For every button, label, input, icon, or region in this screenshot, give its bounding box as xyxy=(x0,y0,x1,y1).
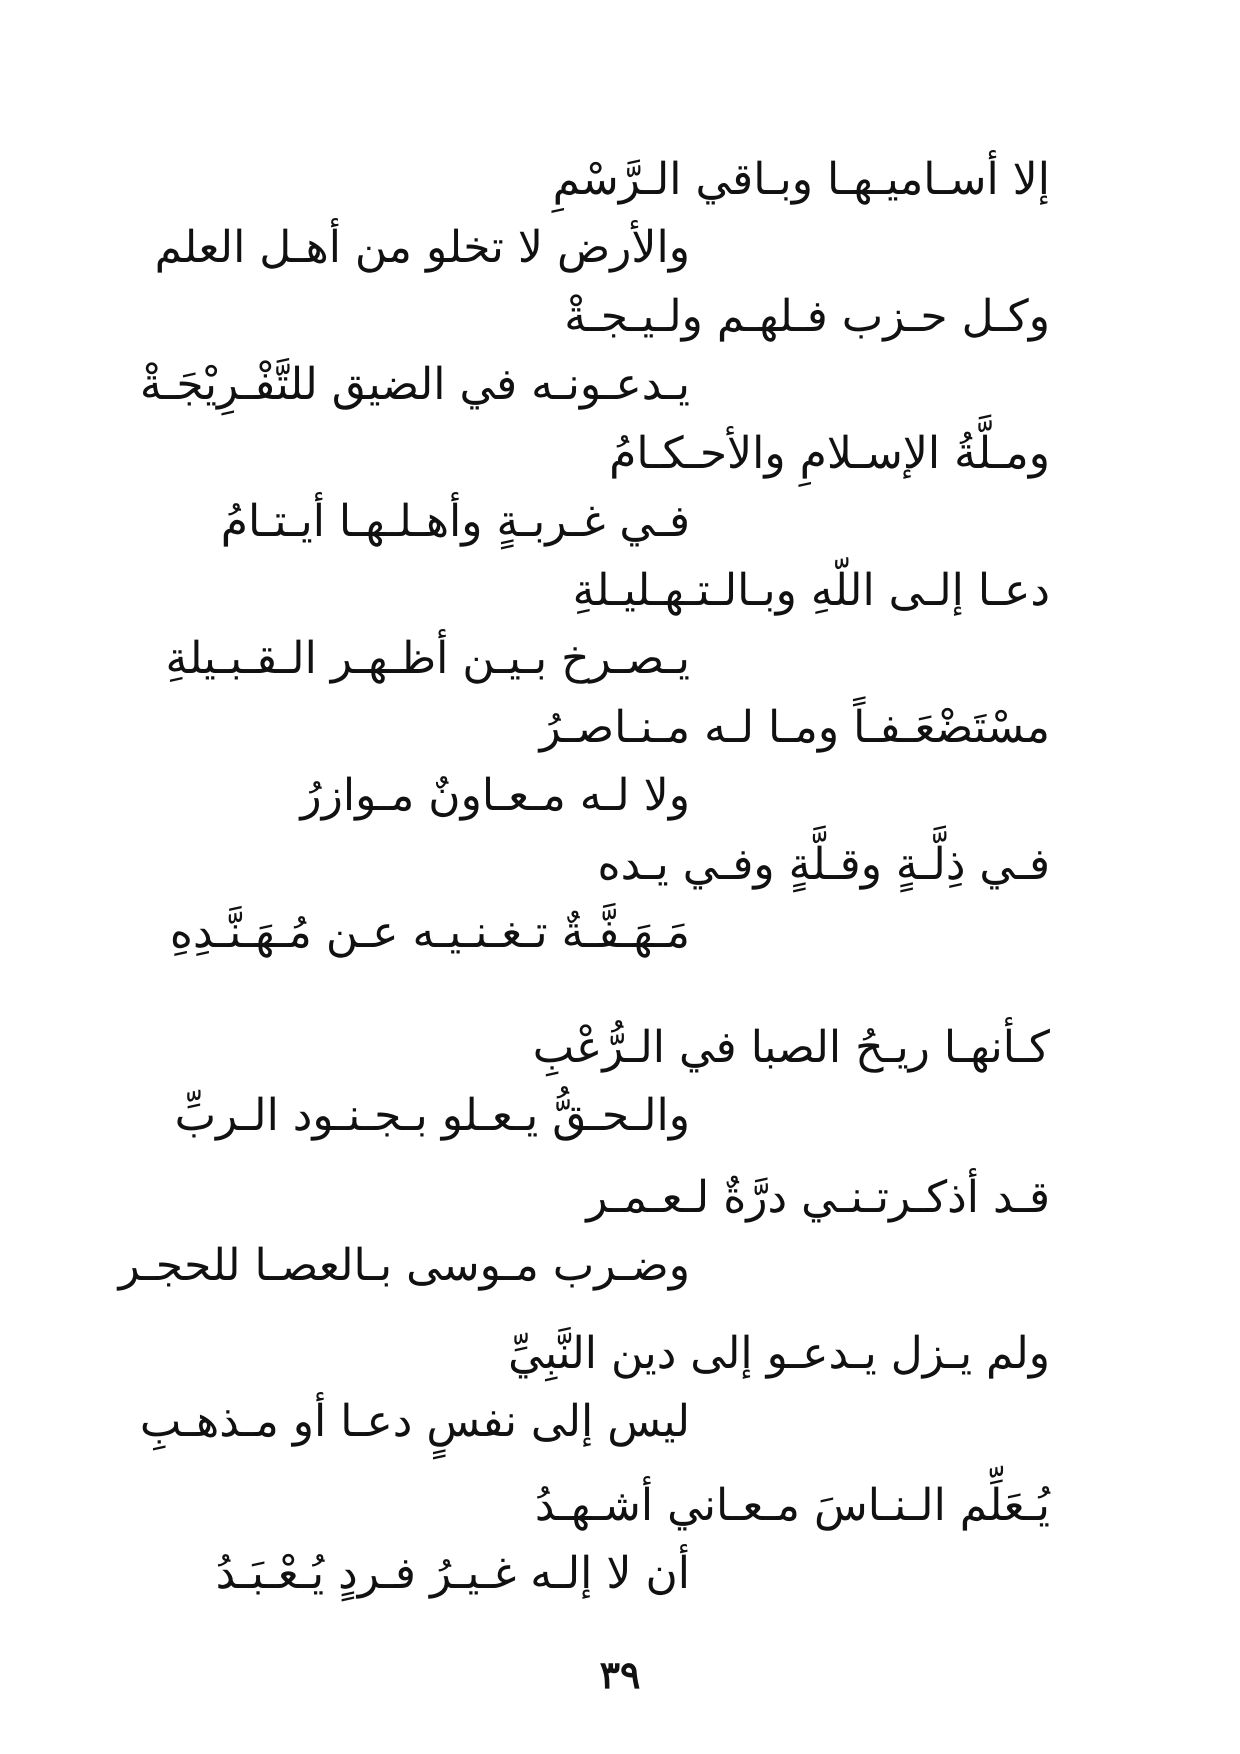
verse-line: مسْتَضْعَـفـاً ومـا لـه مـنـاصـرُ xyxy=(539,702,1050,753)
verse-line: والـحـقُّ يـعـلو بـجـنـود الـربِّ xyxy=(174,1090,690,1141)
verse-line: والأرض لا تخلو من أهـل العلم xyxy=(154,222,690,273)
verse-line: فـي غـربـةٍ وأهـلـهـا أيـتـامُ xyxy=(220,496,690,547)
verse-line: وضـرب مـوسى بـالعصـا للحجـر xyxy=(118,1240,690,1291)
verse-line: ولم يـزل يـدعـو إلى دين النَّبِيِّ xyxy=(508,1328,1050,1379)
verse-line: يـدعـونـه في الضيق للتَّفْـرِيْجَـةْ xyxy=(139,359,690,410)
verse-line: ومـلَّةُ الإسـلامِ والأحـكـامُ xyxy=(609,428,1050,479)
verse-line: دعـا إلـى اللّهِ وبـالـتـهـليـلةِ xyxy=(572,565,1050,616)
verse-line: يـصـرخ بـيـن أظـهـر الـقـبـيلةِ xyxy=(165,633,690,684)
verse-line: فـي ذِلَّـةٍ وقـلَّةٍ وفـي يـده xyxy=(597,839,1050,890)
page-number: ٣٩ xyxy=(599,1652,641,1697)
verse-line: إلا أسـاميـهـا وبـاقي الـرَّسْمِ xyxy=(552,154,1050,205)
verse-line: يُـعَلِّم الـنـاسَ مـعـاني أشـهـدُ xyxy=(534,1480,1050,1531)
verse-line: أن لا إلـه غـيـرُ فـردٍ يُـعْـبَـدُ xyxy=(215,1548,690,1599)
verse-line: ليس إلى نفسٍ دعـا أو مـذهـبِ xyxy=(139,1396,690,1447)
verse-line: ولا لـه مـعـاونٌ مـوازرُ xyxy=(300,770,690,821)
verse-line: كـأنهـا ريـحُ الصبا في الـرُّعْبِ xyxy=(532,1022,1050,1073)
verse-line: وكـل حـزب فـلهـم ولـيـجـةْ xyxy=(564,291,1050,342)
verse-line: قـد أذكـرتـنـي درَّةٌ لـعـمـر xyxy=(586,1172,1050,1223)
verse-line: مَـهَـفَّـةٌ تـغـنـيـه عـن مُـهَـنَّـدِهِ xyxy=(169,907,690,958)
